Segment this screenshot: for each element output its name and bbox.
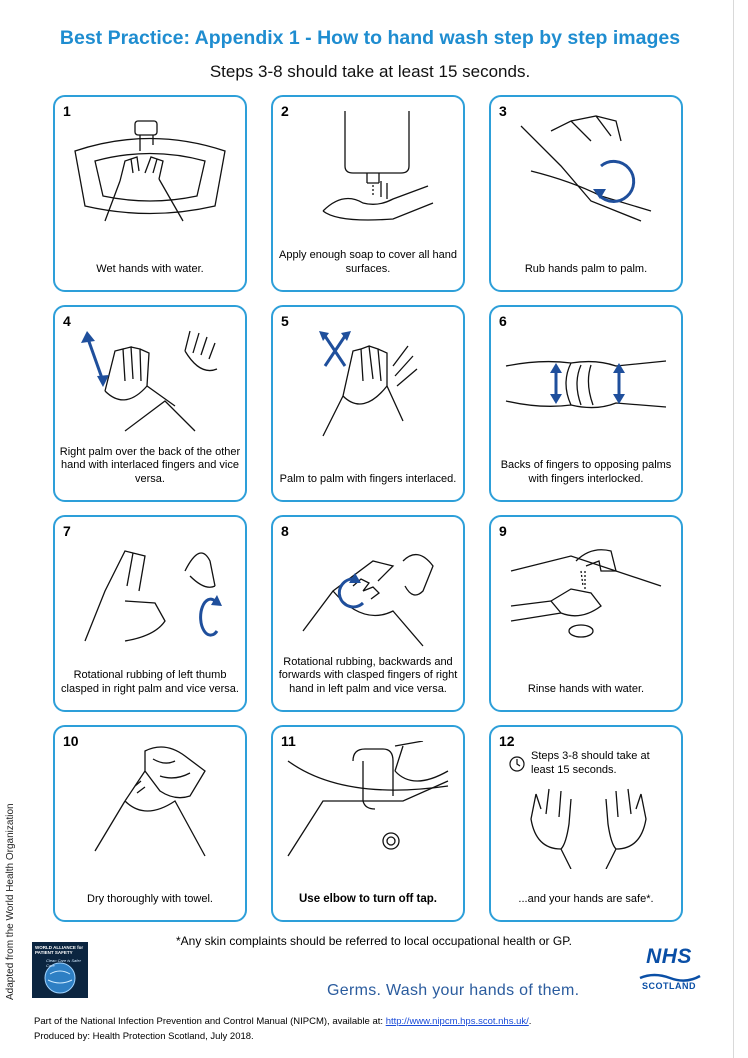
step-number: 3	[499, 103, 507, 119]
step-number: 8	[281, 523, 289, 539]
step-caption: Apply enough soap to cover all hand surfaces.	[279, 249, 457, 275]
step-caption: Right palm over the back of the other hand with interlaced fingers and vice versa.	[59, 445, 241, 485]
nhs-scotland-logo	[634, 945, 704, 991]
step-card-5	[271, 305, 465, 502]
step-card-4	[53, 305, 247, 502]
step-card-12	[489, 725, 683, 922]
footer-period: .	[528, 1016, 532, 1027]
clean-hands-icon	[501, 779, 671, 869]
step-caption: ...and your hands are safe*.	[518, 892, 654, 905]
step-caption: Rinse hands with water.	[527, 682, 645, 695]
palm-to-palm-icon	[501, 111, 671, 231]
palm-over-back-icon	[65, 321, 235, 441]
thumb-rubbing-icon	[65, 531, 235, 651]
step-caption: Use elbow to turn off tap.	[299, 892, 437, 905]
logo-tagline: Clean Care is Safer Care	[46, 958, 81, 968]
step-caption: Rotational rubbing, backwards and forwards with clasped fingers of right hand in left palm and vice versa.	[278, 655, 458, 695]
logo-title: WORLD ALLIANCE for PATIENT SAFETY	[35, 945, 84, 955]
step-card-11	[271, 725, 465, 922]
step-number: 10	[63, 733, 79, 749]
step-caption: Dry thoroughly with towel.	[87, 892, 213, 905]
rinse-hands-icon	[501, 531, 671, 651]
clock-icon	[509, 756, 525, 772]
nhs-region: SCOTLAND	[642, 981, 696, 991]
footer-produced-by: Produced by: Health Protection Scotland, July 2018.	[34, 1031, 254, 1042]
step-number: 12	[499, 733, 515, 749]
step-number: 2	[281, 103, 289, 119]
nhs-wave-icon	[638, 972, 702, 982]
step-number: 9	[499, 523, 507, 539]
footer-nipcm-line	[34, 1016, 531, 1027]
germs-slogan: Germs. Wash your hands of them.	[327, 982, 580, 999]
step-number: 4	[63, 313, 71, 329]
step-card-9	[489, 515, 683, 712]
step-card-2	[271, 95, 465, 292]
fingers-interlocked-icon	[501, 321, 671, 441]
step-caption: Palm to palm with fingers interlaced.	[279, 472, 457, 485]
step-number: 11	[281, 733, 296, 749]
step-number: 6	[499, 313, 507, 329]
step-card-10	[53, 725, 247, 922]
step-caption: Backs of fingers to opposing palms with fingers interlocked.	[500, 459, 672, 485]
elbow-tap-icon	[283, 741, 453, 861]
footer-text: Part of the National Infection Prevention and Control Manual (NIPCM), available at:	[34, 1016, 384, 1027]
step-card-3	[489, 95, 683, 292]
step-card-6	[489, 305, 683, 502]
step-card-7	[53, 515, 247, 712]
step-number: 5	[281, 313, 289, 329]
towel-dry-icon	[65, 741, 235, 861]
page-edge-rule	[733, 0, 734, 1058]
step-caption: Rotational rubbing of left thumb clasped in right palm and vice versa.	[61, 669, 239, 695]
page-subtitle: Steps 3-8 should take at least 15 seconds.	[209, 62, 531, 81]
nipcm-link[interactable]: http://www.nipcm.hps.scot.nhs.uk/	[385, 1016, 529, 1027]
who-attribution: Adapted from the World Health Organization	[5, 803, 16, 1000]
step-note: Steps 3-8 should take at least 15 seconds.	[531, 750, 650, 776]
fingers-interlaced-icon	[283, 321, 453, 441]
step-card-1	[53, 95, 247, 292]
step-number: 1	[63, 103, 71, 119]
who-patient-safety-logo	[32, 942, 88, 998]
nhs-wordmark: NHS	[646, 945, 692, 968]
step-caption: Rub hands palm to palm.	[524, 262, 648, 275]
step-caption: Wet hands with water.	[96, 262, 204, 275]
soap-dispenser-icon	[283, 111, 453, 231]
step-card-8	[271, 515, 465, 712]
fingertip-rubbing-icon	[283, 531, 453, 651]
step-number: 7	[63, 523, 71, 539]
hands-under-tap-icon	[65, 111, 235, 231]
skin-complaint-footnote: *Any skin complaints should be referred to local occupational health or GP.	[175, 934, 572, 948]
page-title: Best Practice: Appendix 1 - How to hand wash step by step images	[59, 27, 681, 49]
steps-grid	[53, 95, 683, 925]
